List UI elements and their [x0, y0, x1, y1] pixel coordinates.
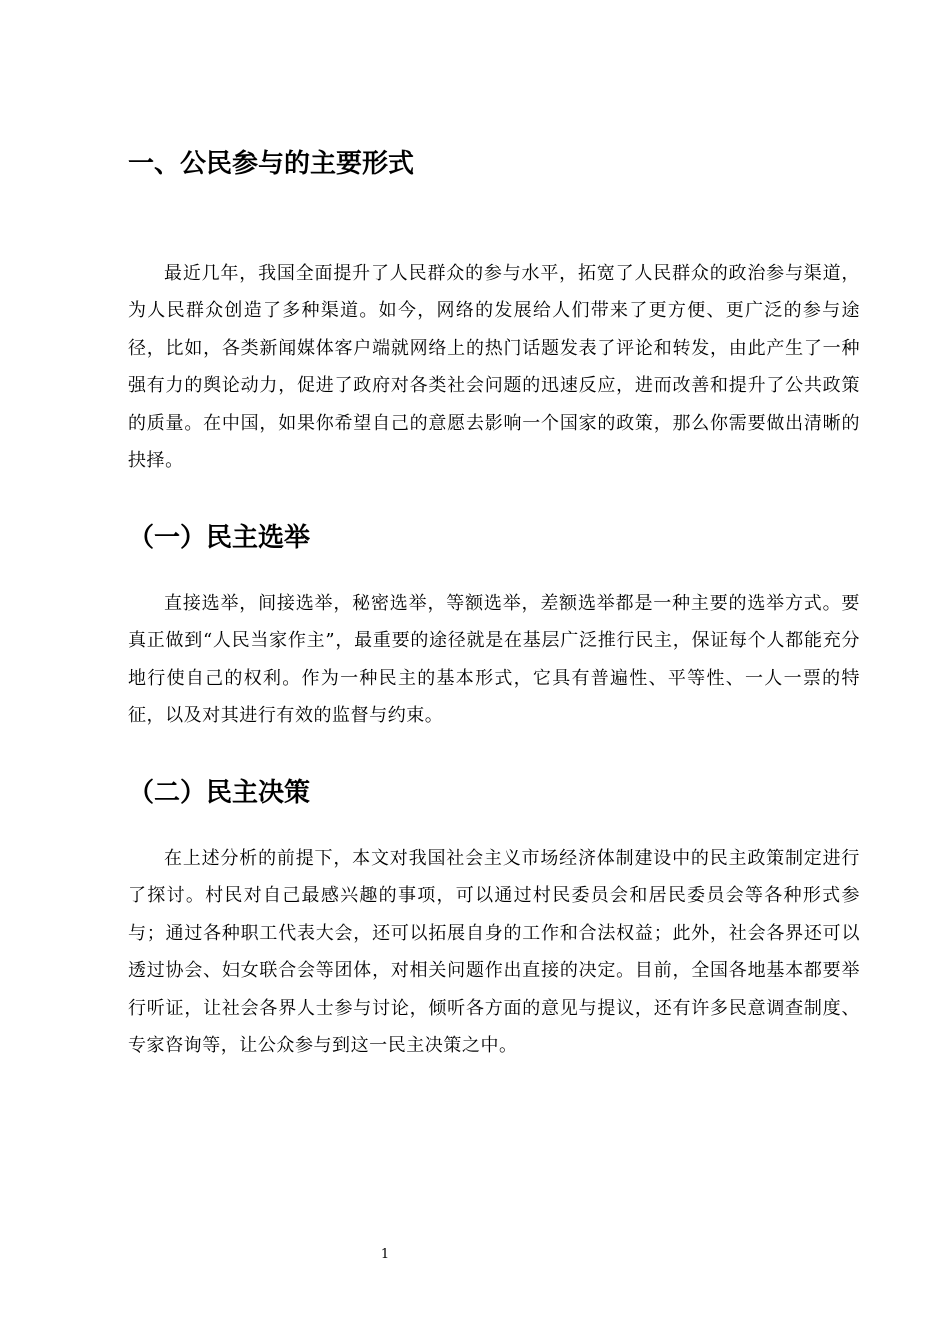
section-heading-elections: （一）民主选举 — [128, 523, 311, 553]
page-number: 1 — [380, 1247, 390, 1262]
main-heading: 一、公民参与的主要形式 — [128, 149, 415, 179]
intro-paragraph: 最近几年，我国全面提升了人民群众的参与水平，拓宽了人民群众的政治参与渠道，为人民群众创造了多种渠道。如今，网络的发展给人们带来了更方便、更广泛的参与途径，比如，各类新闻媒体客户端就网络上的热门话题发表了评论和转发，由此产生了一种强有力的舆论动力，促进了政府对各类社会问题的迅速反应，进而改善和提升了公共政策的质量。在中国，如果你希望自己的意愿去影响一个国家的政策，那么你需要做出清晰的抉择。 — [128, 263, 860, 472]
decision-making-paragraph: 在上述分析的前提下，本文对我国社会主义市场经济体制建设中的民主政策制定进行了探讨。村民对自己最感兴趣的事项，可以通过村民委员会和居民委员会等各种形式参与；通过各种职工代表大会，还可以拓展自身的工作和合法权益；此外，社会各界还可以透过协会、妇女联合会等团体，对相关问题作出直接的决定。目前，全国各地基本都要举行听证，让社会各界人士参与讨论，倾听各方面的意见与提议，还有许多民意调查制度、专家咨询等，让公众参与到这一民主决策之中。 — [128, 848, 860, 1057]
elections-paragraph: 直接选举，间接选举，秘密选举，等额选举，差额选举都是一种主要的选举方式。要真正做到“人民当家作主”，最重要的途径就是在基层广泛推行民主，保证每个人都能充分地行使自己的权利。作为一种民主的基本形式，它具有普遍性、平等性、一人一票的特征，以及对其进行有效的监督与约束。 — [128, 593, 860, 727]
section-heading-decision-making: （二）民主决策 — [128, 778, 311, 808]
